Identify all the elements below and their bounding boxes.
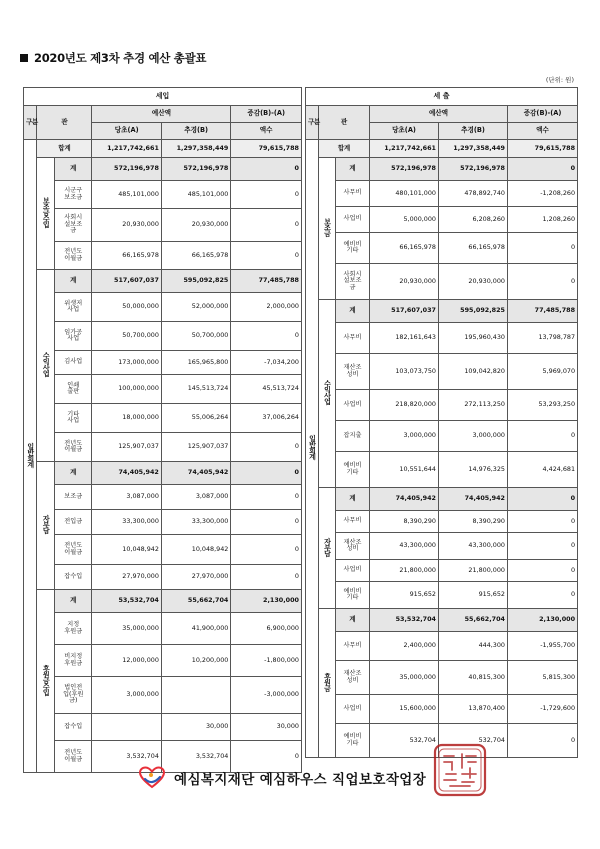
- grand-total-original: 1,217,742,661: [92, 140, 161, 158]
- item-revised: 532,704: [439, 724, 508, 758]
- column-amount: 액수: [508, 123, 578, 140]
- page-title: [20, 50, 206, 66]
- column-budget: 예산액: [92, 106, 231, 123]
- item-revised: 20,930,000: [161, 209, 230, 242]
- item-label: 사무비: [336, 511, 370, 533]
- item-revised: 55,006,264: [161, 404, 230, 433]
- item-original: 3,000,000: [370, 421, 439, 452]
- item-change: 0: [231, 535, 302, 565]
- item-revised: 125,907,037: [161, 433, 230, 462]
- column-budget: 예산액: [370, 106, 508, 123]
- item-original: 532,704: [370, 724, 439, 758]
- item-change: 1,208,260: [508, 207, 578, 233]
- item-revised: 40,815,300: [439, 661, 508, 695]
- item-change: 0: [508, 560, 578, 582]
- item-original: 66,165,978: [92, 242, 161, 270]
- item-revised: 915,652: [439, 582, 508, 609]
- group-total-revised: 74,405,942: [161, 462, 230, 485]
- item-revised: 109,042,820: [439, 354, 508, 390]
- item-label: 비지정 후원금: [55, 645, 92, 677]
- item-change: 0: [508, 582, 578, 609]
- column-change: 증감(B)-(A): [508, 106, 578, 123]
- item-original: 43,300,000: [370, 533, 439, 560]
- group-total-label: 계: [55, 158, 92, 181]
- item-change: 5,969,070: [508, 354, 578, 390]
- item-original: 100,000,000: [92, 375, 161, 404]
- item-revised: 13,870,400: [439, 695, 508, 724]
- item-change: 4,424,681: [508, 452, 578, 488]
- group-total-change: 2,130,000: [508, 609, 578, 632]
- item-change: 0: [231, 741, 302, 773]
- item-change: 0: [508, 511, 578, 533]
- group-total-label: 계: [336, 300, 370, 323]
- footer: [138, 766, 426, 790]
- cell: [319, 488, 336, 609]
- item-revised: 478,892,740: [439, 181, 508, 207]
- item-change: 30,000: [231, 714, 302, 741]
- item-original: 915,652: [370, 582, 439, 609]
- item-change: -3,000,000: [231, 677, 302, 714]
- item-label: 임가공 사업: [55, 322, 92, 351]
- item-label: 인쇄 출판: [55, 375, 92, 404]
- group-total-original: 53,532,704: [92, 590, 161, 613]
- item-revised: 145,513,724: [161, 375, 230, 404]
- item-original: 3,000,000: [92, 677, 161, 714]
- group-total-label: 계: [336, 158, 370, 181]
- item-label: 사무비: [336, 323, 370, 354]
- item-revised: 444,300: [439, 632, 508, 661]
- item-original: 182,161,643: [370, 323, 439, 354]
- item-original: 173,000,000: [92, 351, 161, 375]
- unit-label: (단위: 원): [545, 76, 574, 84]
- item-change: 0: [231, 510, 302, 535]
- item-label: 사회시 설보조 금: [336, 264, 370, 300]
- item-change: -7,034,200: [231, 351, 302, 375]
- item-change: -1,729,600: [508, 695, 578, 724]
- item-label: 예비비 기타: [336, 724, 370, 758]
- group-total-label: 계: [55, 590, 92, 613]
- group-total-revised: 572,196,978: [439, 158, 508, 181]
- item-original: 5,000,000: [370, 207, 439, 233]
- group-label: 보조금: [323, 218, 332, 237]
- item-revised: 195,960,430: [439, 323, 508, 354]
- item-revised: 41,900,000: [161, 613, 230, 645]
- item-original: 18,000,000: [92, 404, 161, 433]
- column-amount: 액수: [231, 123, 302, 140]
- item-revised: 14,976,325: [439, 452, 508, 488]
- item-original: 218,820,000: [370, 390, 439, 421]
- group-total-change: 0: [231, 462, 302, 485]
- item-change: 0: [231, 242, 302, 270]
- item-label: 재산조 성비: [336, 533, 370, 560]
- item-label: 사업비: [336, 390, 370, 421]
- item-change: 0: [508, 724, 578, 758]
- item-change: 6,900,000: [231, 613, 302, 645]
- item-label: 전입금: [55, 510, 92, 535]
- heart-logo-icon: [138, 766, 166, 790]
- item-label: 전년도 이월금: [55, 741, 92, 773]
- group-total-original: 572,196,978: [370, 158, 439, 181]
- item-original: 15,600,000: [370, 695, 439, 724]
- group-label: 자부담: [323, 537, 332, 556]
- expense-section-title: 세 출: [306, 88, 578, 106]
- item-label: 전년도 이월금: [55, 535, 92, 565]
- group-total-label: 계: [336, 488, 370, 511]
- group-total-revised: 572,196,978: [161, 158, 230, 181]
- group-total-revised: 55,662,704: [439, 609, 508, 632]
- item-original: 3,532,704: [92, 741, 161, 773]
- cell: [37, 590, 55, 773]
- item-revised: 272,113,250: [439, 390, 508, 421]
- organization-name: 예심복지재단 예심하우스 직업보호작업장: [174, 772, 427, 788]
- item-label: 보조금: [55, 485, 92, 510]
- group-label: 보조금수입: [42, 197, 51, 228]
- general-account-label: 일반회계: [308, 435, 317, 460]
- grand-total-label: 합계: [37, 140, 92, 158]
- item-change: 0: [231, 322, 302, 351]
- general-account-label: 일반회계: [26, 442, 35, 467]
- item-revised: 3,087,000: [161, 485, 230, 510]
- group-total-original: 74,405,942: [92, 462, 161, 485]
- grand-total-label: 합계: [319, 140, 370, 158]
- item-revised: 3,000,000: [439, 421, 508, 452]
- item-change: 0: [231, 485, 302, 510]
- column-original: 당초(A): [370, 123, 439, 140]
- item-label: 기타 사업: [55, 404, 92, 433]
- item-original: 8,390,290: [370, 511, 439, 533]
- group-total-revised: 55,662,704: [161, 590, 230, 613]
- group-total-change: 77,485,788: [508, 300, 578, 323]
- group-total-revised: 74,405,942: [439, 488, 508, 511]
- item-label: 잡지출: [336, 421, 370, 452]
- item-label: 법인전 입(후원 금): [55, 677, 92, 714]
- item-label: 잡수입: [55, 565, 92, 590]
- item-original: 20,930,000: [370, 264, 439, 300]
- item-original: 12,000,000: [92, 645, 161, 677]
- item-label: 사업비: [336, 560, 370, 582]
- item-label: 사회시 설보조 금: [55, 209, 92, 242]
- item-revised: 485,101,000: [161, 181, 230, 209]
- item-original: 2,400,000: [370, 632, 439, 661]
- column-original: 당초(A): [92, 123, 161, 140]
- cell: [319, 158, 336, 300]
- page-title-text: 2020년도 제3차 추경 예산 총괄표: [34, 51, 207, 65]
- item-change: 0: [508, 264, 578, 300]
- item-revised: 3,532,704: [161, 741, 230, 773]
- column-gwan: 관: [319, 106, 370, 140]
- item-label: 잡수입: [55, 714, 92, 741]
- item-original: 3,087,000: [92, 485, 161, 510]
- item-label: 지정 후원금: [55, 613, 92, 645]
- item-change: 0: [231, 565, 302, 590]
- official-seal-stamp: [432, 742, 488, 798]
- item-label: 사무비: [336, 181, 370, 207]
- cell: [24, 140, 37, 773]
- item-revised: 20,930,000: [439, 264, 508, 300]
- item-change: 53,293,250: [508, 390, 578, 421]
- group-total-change: 0: [231, 158, 302, 181]
- item-original: 480,101,000: [370, 181, 439, 207]
- item-change: -1,800,000: [231, 645, 302, 677]
- item-original: 10,048,942: [92, 535, 161, 565]
- column-gubun: 구분: [24, 106, 37, 140]
- item-revised: 27,970,000: [161, 565, 230, 590]
- item-revised: 52,000,000: [161, 293, 230, 322]
- item-revised: [161, 677, 230, 714]
- item-revised: 50,700,000: [161, 322, 230, 351]
- grand-total-revised: 1,297,358,449: [439, 140, 508, 158]
- item-original: 33,300,000: [92, 510, 161, 535]
- item-change: 0: [231, 433, 302, 462]
- item-label: 사무비: [336, 632, 370, 661]
- item-change: 5,815,300: [508, 661, 578, 695]
- item-original: 35,000,000: [92, 613, 161, 645]
- item-revised: 66,165,978: [439, 233, 508, 264]
- column-change: 증감(B)-(A): [231, 106, 302, 123]
- item-change: -1,955,700: [508, 632, 578, 661]
- item-revised: 165,965,800: [161, 351, 230, 375]
- cell: [37, 462, 55, 590]
- item-label: 시군구 보조금: [55, 181, 92, 209]
- item-change: 37,006,264: [231, 404, 302, 433]
- item-label: 재산조 성비: [336, 661, 370, 695]
- grand-total-change: 79,615,788: [231, 140, 302, 158]
- group-label: 자부담: [42, 515, 51, 534]
- item-original: 485,101,000: [92, 181, 161, 209]
- square-bullet-icon: [20, 54, 28, 62]
- group-total-original: 517,607,037: [92, 270, 161, 293]
- income-table: [23, 87, 302, 773]
- item-revised: 10,200,000: [161, 645, 230, 677]
- group-total-revised: 595,092,825: [439, 300, 508, 323]
- group-total-change: 0: [508, 158, 578, 181]
- column-gwan: 관: [37, 106, 92, 140]
- item-change: 0: [508, 233, 578, 264]
- item-revised: 6,208,260: [439, 207, 508, 233]
- group-label: 후원금수입: [42, 664, 51, 695]
- item-original: 66,165,978: [370, 233, 439, 264]
- group-total-original: 517,607,037: [370, 300, 439, 323]
- item-original: 125,907,037: [92, 433, 161, 462]
- group-total-change: 77,485,788: [231, 270, 302, 293]
- item-original: 27,970,000: [92, 565, 161, 590]
- item-original: 103,073,750: [370, 354, 439, 390]
- group-total-label: 계: [336, 609, 370, 632]
- group-label: 후원금: [323, 672, 332, 691]
- expense-table: [305, 87, 578, 758]
- item-original: 10,551,644: [370, 452, 439, 488]
- column-gubun: 구분: [306, 106, 319, 140]
- grand-total-original: 1,217,742,661: [370, 140, 439, 158]
- group-total-original: 53,532,704: [370, 609, 439, 632]
- item-revised: 8,390,290: [439, 511, 508, 533]
- item-change: 45,513,724: [231, 375, 302, 404]
- group-total-change: 2,130,000: [231, 590, 302, 613]
- item-label: 전년도 이월금: [55, 433, 92, 462]
- item-original: 50,000,000: [92, 293, 161, 322]
- cell: [319, 609, 336, 758]
- item-change: 0: [508, 421, 578, 452]
- group-total-revised: 595,092,825: [161, 270, 230, 293]
- group-label: 수익사업: [42, 352, 51, 377]
- item-original: 50,700,000: [92, 322, 161, 351]
- item-label: 전년도 이월금: [55, 242, 92, 270]
- item-label: 사업비: [336, 695, 370, 724]
- grand-total-revised: 1,297,358,449: [161, 140, 230, 158]
- item-revised: 66,165,978: [161, 242, 230, 270]
- group-label: 수익사업: [323, 380, 332, 405]
- item-label: 예비비 기타: [336, 582, 370, 609]
- item-change: 2,000,000: [231, 293, 302, 322]
- item-change: 0: [231, 209, 302, 242]
- item-original: 20,930,000: [92, 209, 161, 242]
- item-label: 김사업: [55, 351, 92, 375]
- group-total-original: 572,196,978: [92, 158, 161, 181]
- item-change: 0: [231, 181, 302, 209]
- income-section-title: 세입: [24, 88, 302, 106]
- item-change: -1,208,260: [508, 181, 578, 207]
- item-change: 13,798,787: [508, 323, 578, 354]
- item-revised: 10,048,942: [161, 535, 230, 565]
- group-total-label: 계: [55, 270, 92, 293]
- item-label: 예비비 기타: [336, 233, 370, 264]
- item-label: 예비비 기타: [336, 452, 370, 488]
- item-revised: 21,800,000: [439, 560, 508, 582]
- group-total-change: 0: [508, 488, 578, 511]
- column-revised: 추경(B): [439, 123, 508, 140]
- item-original: 35,000,000: [370, 661, 439, 695]
- grand-total-change: 79,615,788: [508, 140, 578, 158]
- item-original: 21,800,000: [370, 560, 439, 582]
- item-original: [92, 714, 161, 741]
- item-change: 0: [508, 533, 578, 560]
- item-label: 위생저 사업: [55, 293, 92, 322]
- group-total-label: 계: [55, 462, 92, 485]
- cell: [319, 300, 336, 488]
- item-revised: 43,300,000: [439, 533, 508, 560]
- item-label: 재산조 성비: [336, 354, 370, 390]
- item-label: 사업비: [336, 207, 370, 233]
- cell: [37, 270, 55, 462]
- group-total-original: 74,405,942: [370, 488, 439, 511]
- item-revised: 30,000: [161, 714, 230, 741]
- column-revised: 추경(B): [161, 123, 230, 140]
- cell: [306, 140, 319, 758]
- item-revised: 33,300,000: [161, 510, 230, 535]
- cell: [37, 158, 55, 270]
